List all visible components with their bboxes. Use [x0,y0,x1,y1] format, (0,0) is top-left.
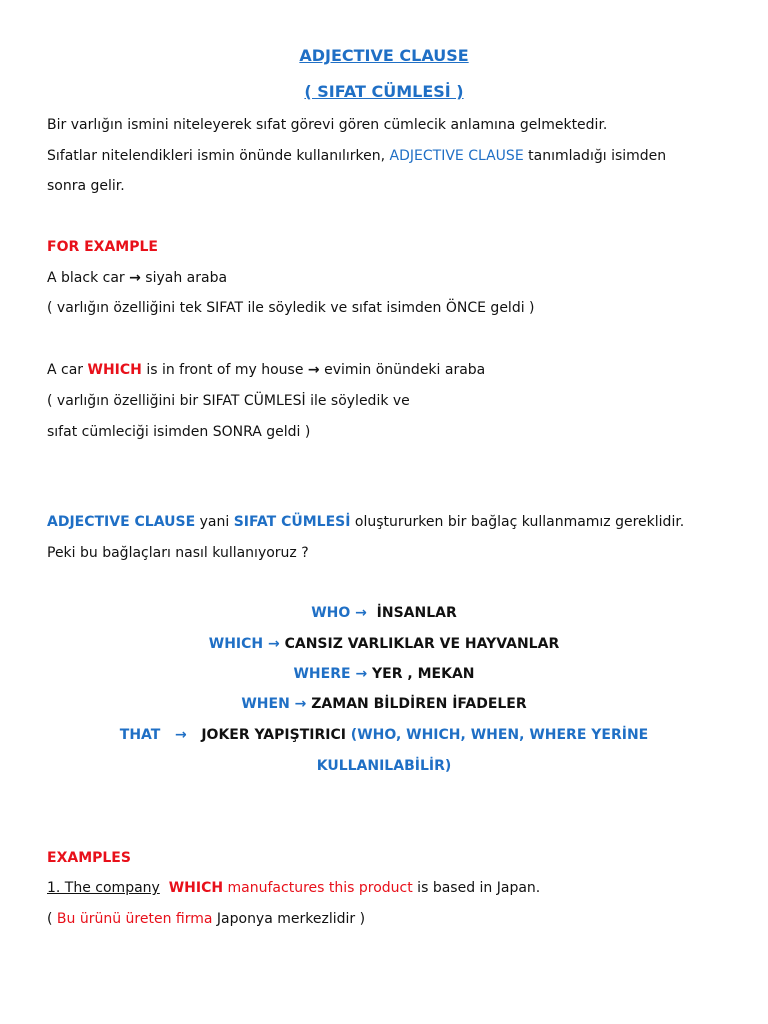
arrow-right-icon: → [174,727,187,743]
example-1: A black car → siyah araba [47,270,228,286]
conjunction-row-that: THAT → JOKER YAPIŞTIRICI (WHO, WHICH, WHEN, WHERE YERİNE [119,727,649,743]
examples-item-1: 1. The company WHICH manufactures this product is based in Japan. [47,880,541,896]
conjunction-intro-line-1: ADJECTIVE CLAUSE yani SIFAT CÜMLESİ oluştururken bir bağlaç kullanmamız gereklidir. [47,514,685,530]
arrow-right-icon: → [267,636,280,652]
conjunction-row-when: WHEN → ZAMAN BİLDİREN İFADELER [241,696,527,712]
for-example-heading: FOR EXAMPLE [47,239,158,255]
conjunction-row-which: WHICH → CANSIZ VARLIKLAR VE HAYVANLAR [208,636,560,652]
which-keyword: WHICH [168,880,224,896]
page-subtitle: ( SIFAT CÜMLESİ ) [304,82,464,101]
which-keyword: WHICH [87,362,142,378]
examples-heading: EXAMPLES [47,850,131,866]
page-title: ADJECTIVE CLAUSE [299,46,469,65]
arrow-right-icon: → [307,362,320,378]
conjunction-row-that-cont: KULLANILABİLİR) [316,758,452,774]
examples-item-1-translation: ( Bu ürünü üreten firma Japonya merkezlidir ) [47,911,366,927]
example-2: A car WHICH is in front of my house → evimin önündeki araba [47,362,486,378]
intro-line-3: sonra gelir. [47,178,125,194]
arrow-right-icon: → [355,666,368,682]
arrow-right-icon: → [355,605,367,621]
conjunction-row-who: WHO → İNSANLAR [311,605,457,621]
intro-line-1: Bir varlığın ismini niteleyerek sıfat görevi gören cümlecik anlamına gelmektedir. [47,117,608,133]
arrow-right-icon: → [294,696,307,712]
conjunction-row-where: WHERE → YER , MEKAN [293,666,475,682]
example-2-note-2: sıfat cümleciği isimden SONRA geldi ) [47,424,311,440]
intro-line-2: Sıfatlar nitelendikleri ismin önünde kullanılırken, ADJECTIVE CLAUSE tanımladığı isimden [47,148,667,164]
example-1-note: ( varlığın özelliğini tek SIFAT ile söyledik ve sıfat isimden ÖNCE geldi ) [47,300,535,316]
conjunction-intro-line-2: Peki bu bağlaçları nasıl kullanıyoruz ? [47,545,309,561]
highlight-adjective-clause: ADJECTIVE CLAUSE [389,148,524,164]
example-2-note-1: ( varlığın özelliğini bir SIFAT CÜMLESİ ile söyledik ve [47,393,410,409]
arrow-right-icon: → [129,270,141,286]
